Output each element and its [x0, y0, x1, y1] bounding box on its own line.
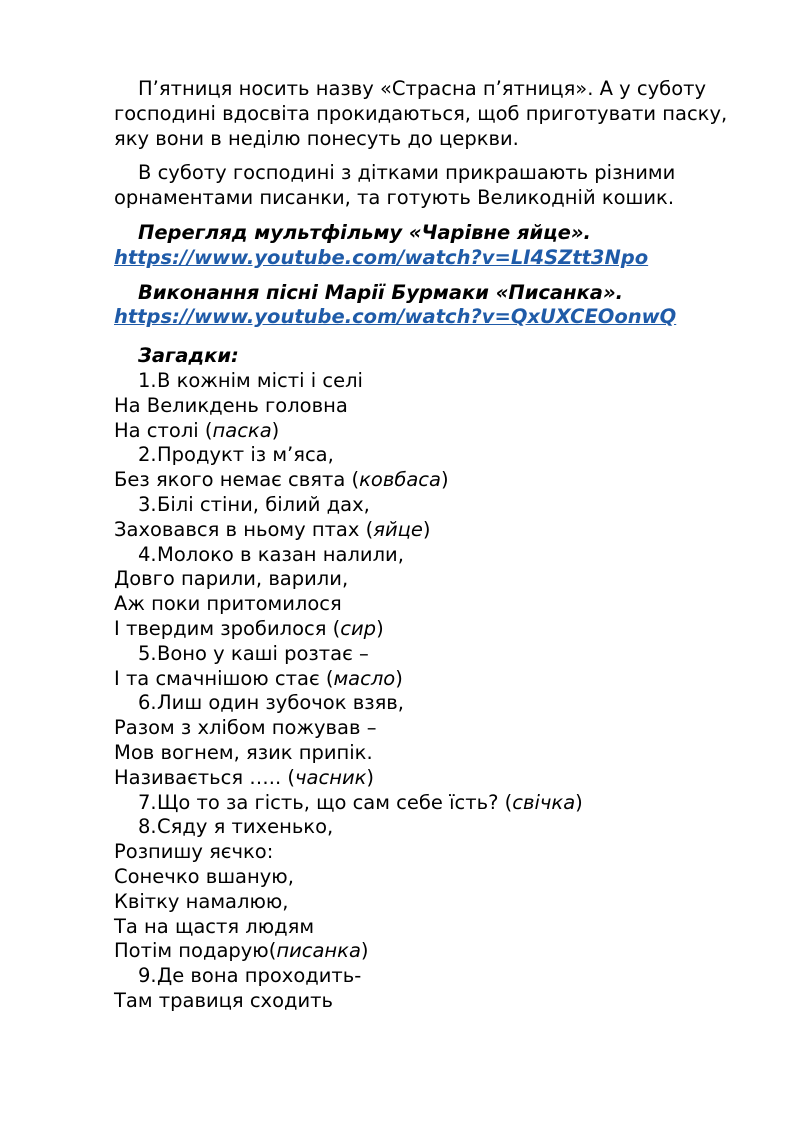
riddle-1-first-line: 1.В кожнім місті і селі: [138, 368, 363, 392]
riddle-answer-line: Без якого немає свята (ковбаса): [114, 468, 449, 492]
riddle-7-line: 7.Що то за гість, що сам себе їсть? (свічка): [138, 790, 583, 814]
riddle-number: 5.: [138, 641, 157, 665]
riddle-line: Та на щастя людям: [114, 914, 315, 938]
riddle-line: Сонечко вшаную,: [114, 864, 294, 888]
cartoon-heading: Перегляд мультфільму «Чарівне яйце».: [138, 220, 591, 244]
riddle-number: 6.: [138, 691, 157, 715]
song-link[interactable]: https://www.youtube.com/watch?v=QxUXCEOonwQ: [114, 305, 677, 329]
song-heading: Виконання пісні Марії Бурмаки «Писанка».: [138, 280, 624, 304]
riddle-number: 2.: [138, 443, 157, 467]
riddle-answer: писанка: [276, 939, 361, 963]
riddle-9-first-line: 9.Де вона проходить-: [138, 964, 362, 988]
riddle-2-first-line: 2.Продукт із м’яса,: [138, 443, 334, 467]
riddle-answer: свічка: [512, 790, 576, 814]
riddle-line: Мов вогнем, язик припік.: [114, 740, 373, 764]
intro-paragraph-2: В суботу господині з дітками прикрашають різними орнаментами писанки, та готують Великодній кошик.: [114, 161, 676, 210]
riddle-line: Розпишу яєчко:: [114, 840, 274, 864]
riddle-answer-line: І твердим зробилося (сир): [114, 616, 384, 640]
riddle-5-first-line: 5.Воно у каші розтає –: [138, 641, 369, 665]
riddle-line: Разом з хлібом пожував –: [114, 716, 377, 740]
intro-paragraph-1: П’ятниця носить назву «Страсна п’ятниця». А у суботу господині вдосвіта прокидаються, щоб приготувати паску, яку вони в неділю понесуть до церкви.: [114, 77, 728, 150]
riddle-answer: сир: [340, 616, 377, 640]
riddle-number: 4.: [138, 542, 157, 566]
riddle-number: 1.: [138, 368, 157, 392]
riddle-line: Аж поки притомилося: [114, 592, 342, 616]
riddle-answer-line: Заховався в ньому птах (яйце): [114, 517, 431, 541]
document-body: [114, 77, 734, 1014]
riddle-answer-line: І та смачнішою стає (масло): [114, 666, 403, 690]
riddle-number: 8.: [138, 815, 157, 839]
riddle-answer: ковбаса: [359, 468, 441, 492]
riddle-3-first-line: 3.Білі стіни, білий дах,: [138, 492, 370, 516]
riddle-line: Довго парили, варили,: [114, 567, 349, 591]
riddle-8-first-line: 8.Сяду я тихенько,: [138, 815, 334, 839]
cartoon-link[interactable]: https://www.youtube.com/watch?v=LI4SZtt3Npo: [114, 245, 649, 269]
riddle-answer: часник: [295, 765, 367, 789]
riddle-answer: масло: [333, 666, 396, 690]
riddle-line: На Великдень головна: [114, 393, 348, 417]
riddle-4-first-line: 4.Молоко в казан налили,: [138, 542, 404, 566]
riddle-line: Там травиця сходить: [114, 988, 334, 1012]
riddle-line: Квітку намалюю,: [114, 889, 289, 913]
riddle-number: 9.: [138, 964, 157, 988]
riddle-answer-line: На столі (паска): [114, 418, 280, 442]
riddle-answer: паска: [212, 418, 272, 442]
riddle-number: 7.: [138, 790, 157, 814]
riddle-6-first-line: 6.Лиш один зубочок взяв,: [138, 691, 404, 715]
riddle-number: 3.: [138, 492, 157, 516]
riddle-answer-line: Потім подарую(писанка): [114, 939, 369, 963]
riddles-heading: Загадки:: [138, 344, 239, 368]
riddle-answer: яйце: [373, 517, 423, 541]
riddle-answer-line: Називається ….. (часник): [114, 765, 375, 789]
